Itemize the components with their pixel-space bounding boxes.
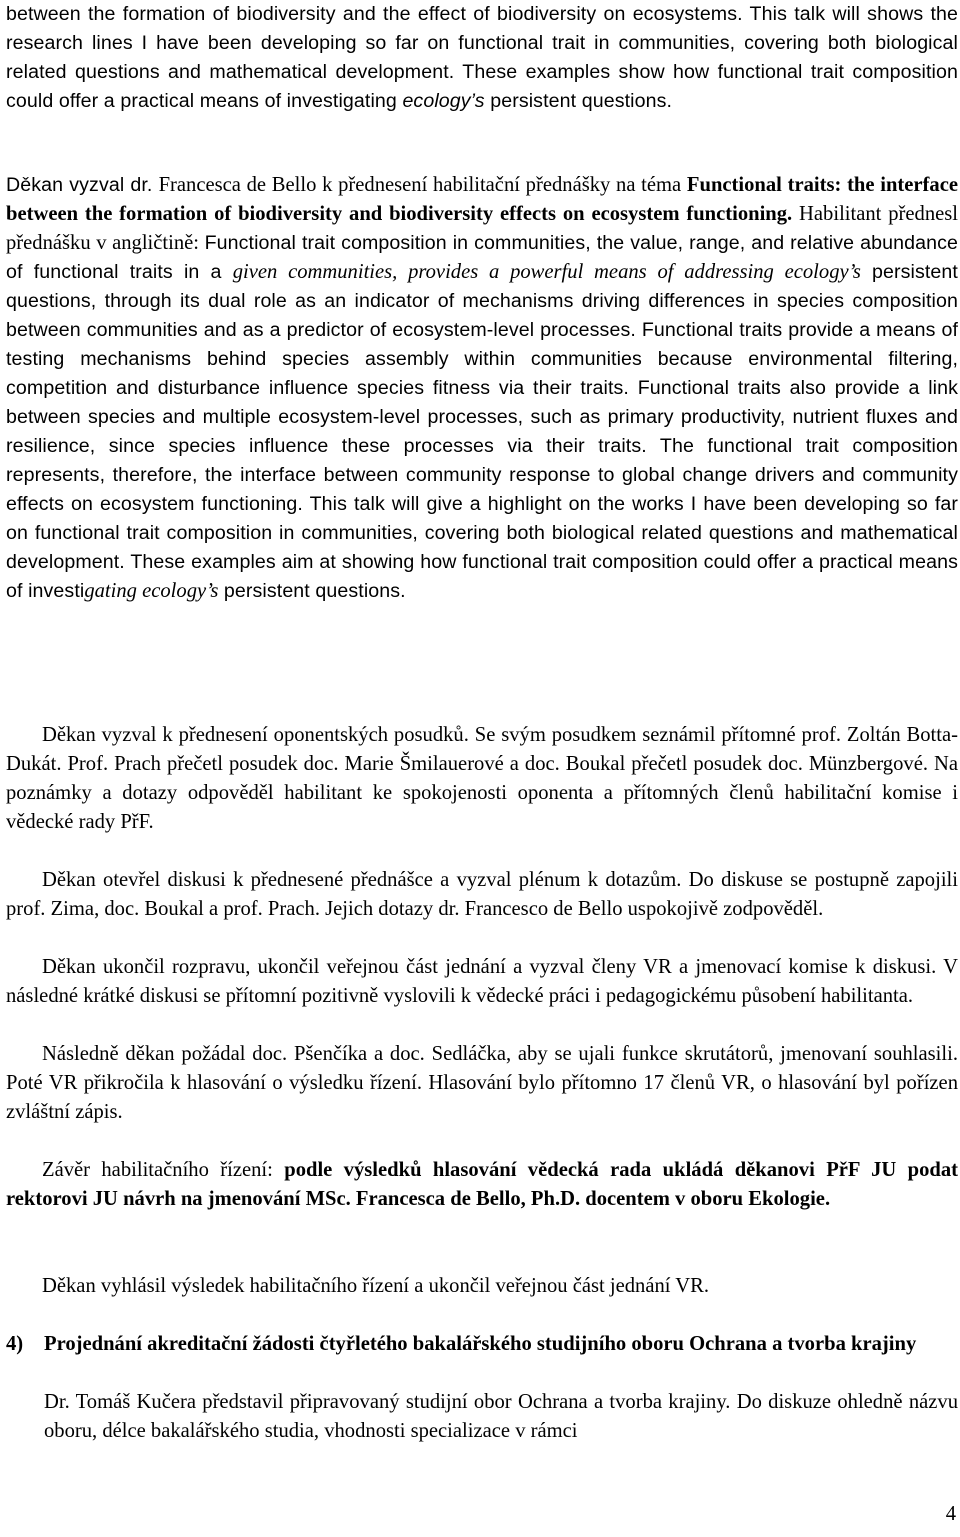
agenda-item-body bbox=[44, 1388, 958, 1446]
opponents-text: Děkan vyzval k přednesení oponentských posudků. Se svým posudkem seznámil přítomné prof. Zoltán Botta-Dukát. Prof. Prach přečetl posudek doc. Marie Šmilauerové a doc. Boukal přečetl posudek doc. Münzbergové. Na poznámky a dotazy odpověděl habilitant ke spokojenosti oponenta a přítomných členů habilitační komise i vědecké rady PřF. bbox=[6, 724, 958, 833]
agenda-item-title: Projednání akreditační žádosti čtyřletého bakalářského studijního oboru Ochrana a tvorba krajiny bbox=[44, 1333, 917, 1355]
lecture-abstract-text-2: persistent questions, through its dual role as an indicator of mechanisms driving differences in species composition between communities and as a predictor of ecosystem-level processes. Functional traits provide a means of testing mechanisms behind species assembly within communities because environmental filtering, competition and disturbance influence species fitness via their traits. Functional traits also provide a link between species and multiple ecosystem-level processes, such as primary productivity, nutrient fluxes and resilience, since species influence these processes via their traits. The functional trait composition represents, therefore, the interface between community response to global change drivers and community effects on ecosystem functioning. This talk will give a highlight on the works I have been developing so far on functional trait composition in communities, covering both biological related questions and mathematical development. These examples aim at showing how functional trait composition could offer a practical means of investi bbox=[6, 261, 958, 602]
lecture-italic-text: given communities, provides a powerful means of addressing ecology’s bbox=[232, 261, 861, 283]
abstract-italic-text: ecology’s bbox=[402, 90, 485, 112]
opponents-paragraph bbox=[6, 721, 958, 837]
closing-text: Děkan ukončil rozpravu, ukončil veřejnou část jednání a vyzval členy VR a jmenovací komise k diskusi. V následné krátké diskusi se přítomní pozitivně vyslovili k vědecké práci i pedagogickému působení habilitanta. bbox=[6, 956, 958, 1007]
conclusion-text: podle výsledků hlasování vědecká rada ukládá děkanovi PřF JU podat rektorovi JU návrh na jmenování MSc. Francesca de Bello, Ph.D. docentem v oboru Ekologie. bbox=[6, 1159, 958, 1210]
abstract-text-end: persistent questions. bbox=[484, 90, 673, 112]
lecture-intro-text-2: Francesca de Bello k přednesení habilitační přednášky na téma bbox=[158, 174, 687, 196]
agenda-item-number: 4) bbox=[6, 1333, 24, 1355]
vote-paragraph bbox=[6, 1040, 958, 1127]
vote-text: Následně děkan požádal doc. Pšenčíka a doc. Sedláčka, aby se ujali funkce skrutátorů, jmenovaní souhlasili. Poté VR přikročila k hlasování o výsledku řízení. Hlasování bylo přítomno 17 členů VR, o hlasování byl pořízen zvláštní zápis. bbox=[6, 1043, 958, 1123]
result-text: Děkan vyhlásil výsledek habilitačního řízení a ukončil veřejnou část jednání VR. bbox=[42, 1275, 710, 1297]
page-number: 4 bbox=[945, 1503, 956, 1525]
lecture-paragraph bbox=[6, 171, 958, 606]
conclusion-paragraph bbox=[6, 1156, 958, 1214]
lecture-title: Functional traits: the interface between the formation of biodiversity and biodiversity effects on ecosystem functioning. bbox=[6, 174, 958, 225]
lecture-abstract-end: persistent questions. bbox=[218, 580, 406, 602]
closing-paragraph bbox=[6, 953, 958, 1011]
lecture-text: Habilitant přednesl přednášku v angličtině: bbox=[6, 203, 958, 254]
agenda-item-heading bbox=[6, 1330, 958, 1359]
result-paragraph bbox=[6, 1272, 958, 1301]
lecture-italic-text-2: gating ecology’s bbox=[84, 580, 219, 602]
abstract-paragraph-continued bbox=[6, 0, 958, 116]
discussion-paragraph bbox=[6, 866, 958, 924]
abstract-text: between the formation of biodiversity and the effect of biodiversity on ecosystems. This talk will shows the research lines I have been developing so far on functional trait in communities, covering both biological related questions and mathematical development. These examples show how functional trait composition could offer a practical means of investigating bbox=[6, 3, 958, 112]
discussion-text: Děkan otevřel diskusi k přednesené přednášce a vyzval plénum k dotazům. Do diskuse se postupně zapojili prof. Zima, doc. Boukal a prof. Prach. Jejich dotazy dr. Francesco de Bello uspokojivě zodpověděl. bbox=[6, 869, 958, 920]
conclusion-label: Závěr habilitačního řízení: bbox=[42, 1159, 285, 1181]
agenda-item-text: Dr. Tomáš Kučera představil připravovaný studijní obor Ochrana a tvorba krajiny. Do diskuze ohledně názvu oboru, délce bakalářského studia, vhodnosti specializace v rámci bbox=[44, 1391, 958, 1442]
lecture-intro-text: Děkan vyzval dr. bbox=[6, 174, 159, 196]
lecture-abstract-text: Functional trait composition in communities, the value, range, and relative abundance of functional traits in a bbox=[6, 232, 958, 283]
